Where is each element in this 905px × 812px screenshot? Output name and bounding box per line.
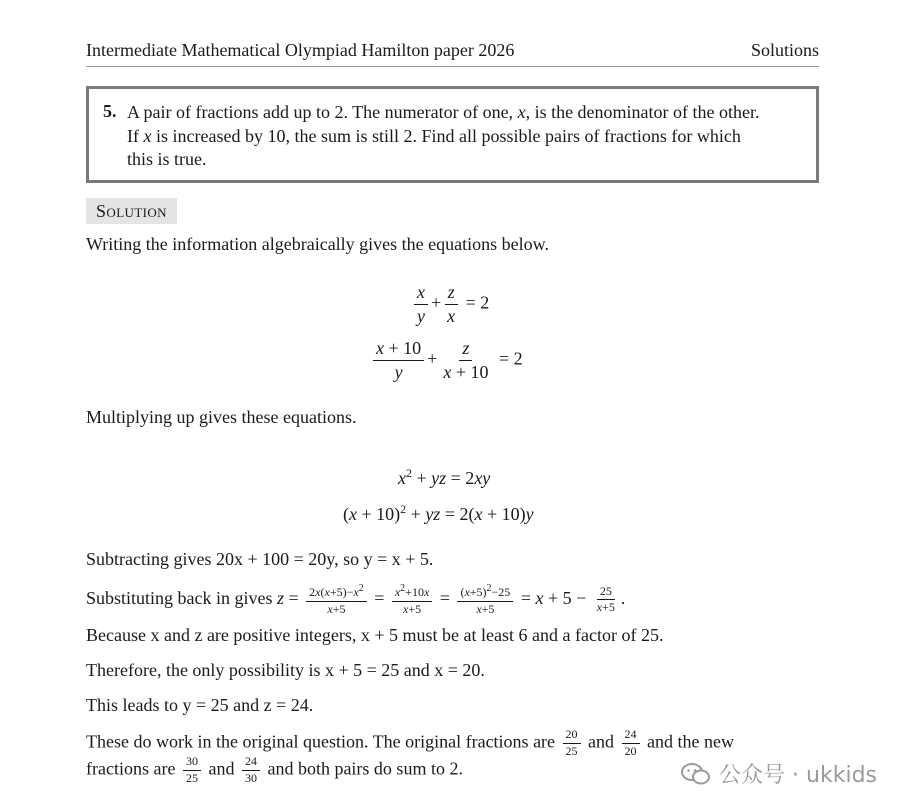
header-rule [86, 66, 819, 67]
equation-4: $(x + 10)^2$ + yz = 2(x + 10)y [343, 502, 534, 524]
solution-label: Solution [86, 198, 177, 224]
header-section: Solutions [750, 40, 819, 60]
wechat-icon [681, 762, 711, 786]
watermark [681, 758, 877, 789]
paragraph-check-1: These do work in the original question. The original fractions are $\frac{20}{25}$ and $\frac{24}{20}$ and the new [86, 727, 735, 758]
equation-3: $x^2$ + yz = 2xy [398, 466, 491, 488]
paragraph-intro: Writing the information algebraically gives the equations below. [86, 234, 549, 254]
question-number: 5. [103, 101, 117, 121]
paragraph-because: Because x and z are positive integers, x + 5 must be at least 6 and a factor of 25. [86, 625, 664, 645]
paragraph-substitute: Substituting back in gives z = $\frac{2x(x+5)-x^2}{x+5}$ = $\frac{x^2+10x}{x+5}$ = $\frac{(x+5)^2-25}{x+5}$ = x + 5 − $\frac{25}{x+5}$ . [86, 583, 626, 616]
paragraph-multiply: Multiplying up gives these equations. [86, 407, 357, 427]
paragraph-check-2: fractions are $\frac{30}{25}$ and $\frac{24}{30}$ and both pairs do sum to 2. [86, 754, 463, 785]
question-text: A pair of fractions add up to 2. The numerator of one, x, is the denominator of the other. If x is increased by 10, the sum is still 2. Find all possible pairs of fractions for which this is true. [127, 102, 760, 169]
equation-1: $\frac{x}{y}$ + $\frac{z}{x}$ = 2 [411, 282, 489, 326]
equation-2: $\frac{x + 10}{y}$ + $\frac{z}{x + 10}$ = 2 [370, 338, 523, 382]
paragraph-therefore: Therefore, the only possibility is x + 5 = 25 and x = 20. [86, 660, 485, 680]
header-title: Intermediate Mathematical Olympiad Hamilton paper 2026 [86, 40, 515, 60]
watermark-text: 公众号 · ukkids [719, 763, 877, 788]
question-box [86, 86, 819, 183]
paragraph-leads: This leads to y = 25 and z = 24. [86, 695, 314, 715]
paragraph-subtract: Subtracting gives 20x + 100 = 20y, so y = x + 5. [86, 549, 434, 569]
